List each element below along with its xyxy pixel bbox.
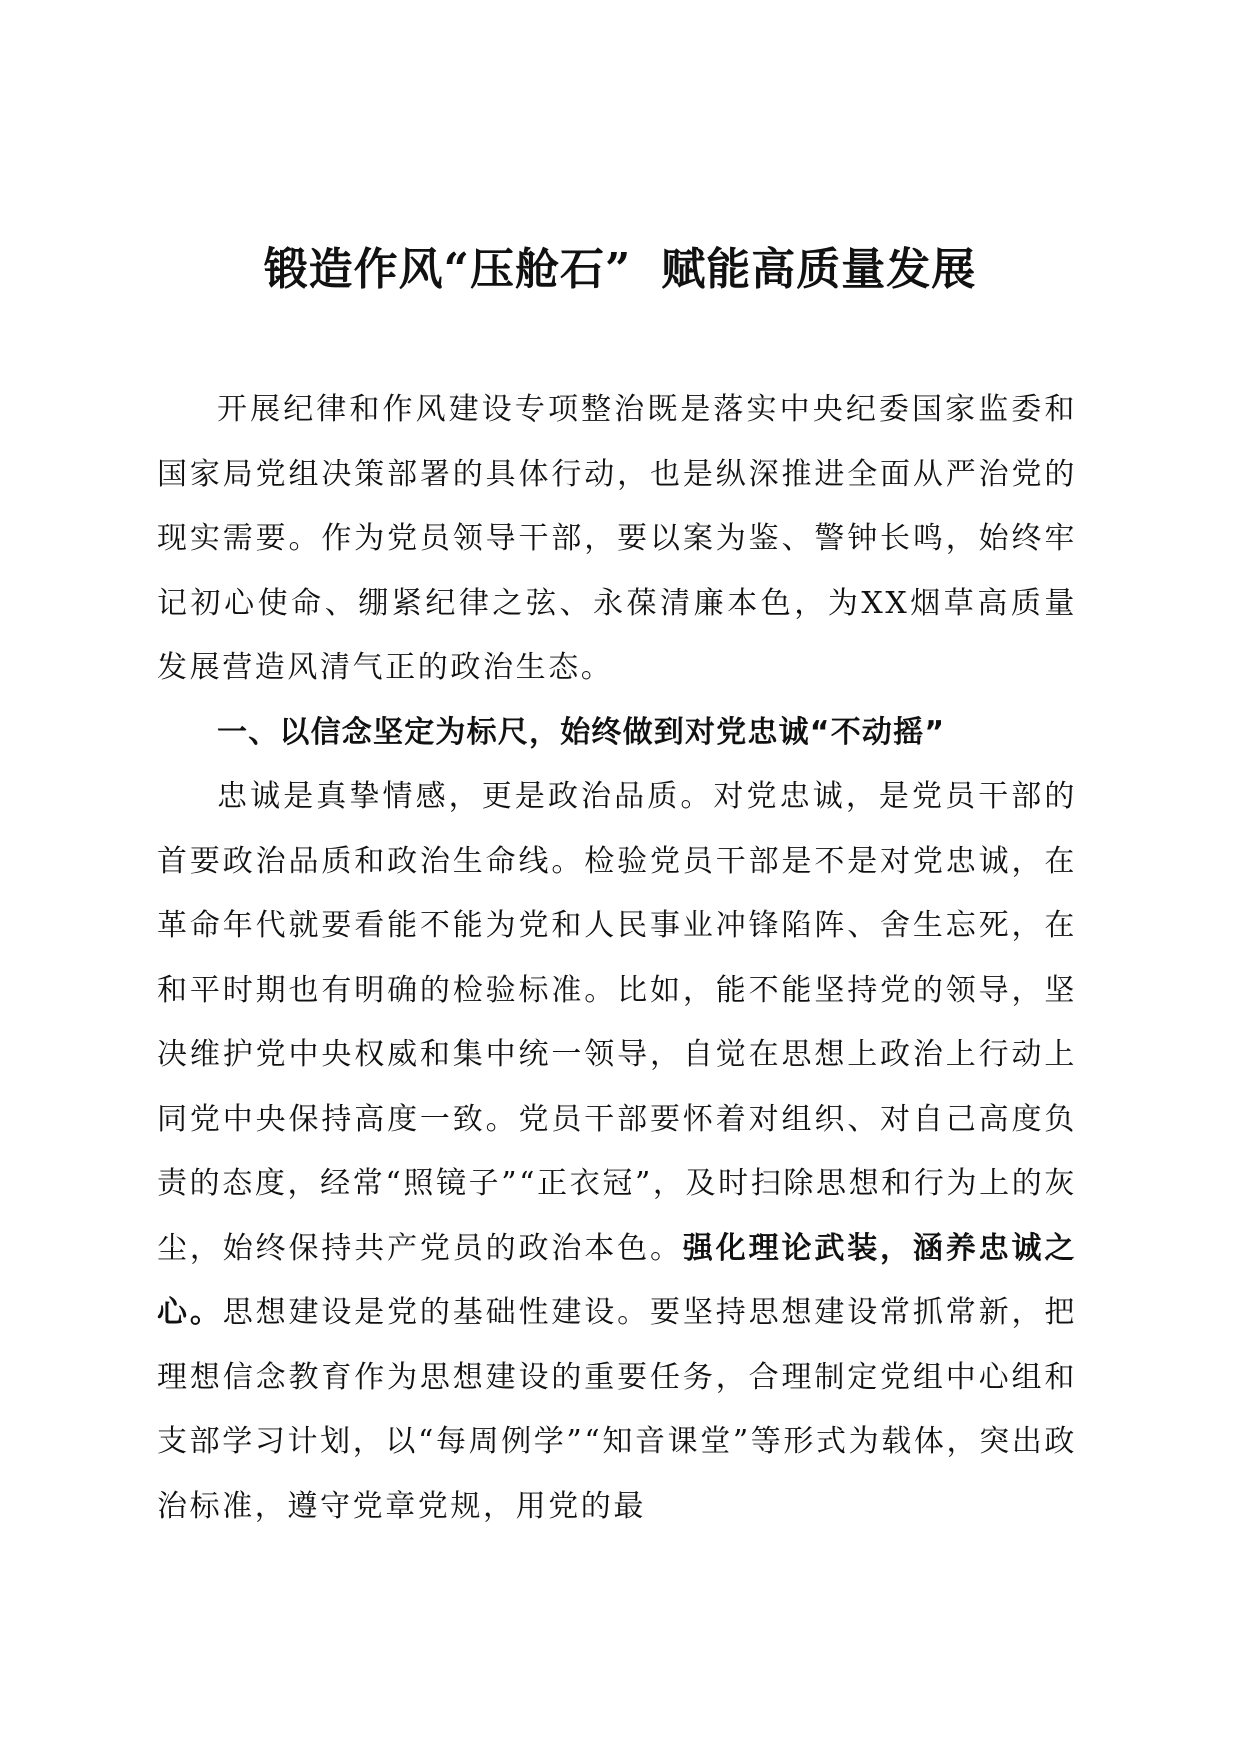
paragraph-2-text: 忠诚是真挚情感，更是政治品质。对党忠诚，是党员干部的首要政治品质和政治生命线。检验党员干部是不是对党忠诚，在革命年代就要看能不能为党和人民事业冲锋陷阵、舍生忘死，在和平时期也有明确的检验标准。比如，能不能坚持党的领导，坚决维护党中央权威和集中统一领导，自觉在思想上政治上行动上同党中央保持高度一致。党员干部要怀着对组织、对自己高度负责的态度，经常“照镜子”“正衣冠”，及时扫除思想和行为上的灰尘，始终保持共产党员的政治本色。 xyxy=(157,779,1077,1266)
document-body xyxy=(157,378,1077,1539)
title-part-2: 赋能高质量发展 xyxy=(661,244,977,295)
paragraph-2-bold-subheading: 强化理论武装，涵养忠诚之心。 xyxy=(157,1230,1077,1330)
document-title xyxy=(0,240,1240,300)
intro-paragraph: 开展纪律和作风建设专项整治既是落实中央纪委国家监委和国家局党组决策部署的具体行动，也是纵深推进全面从严治党的现实需要。作为党员领导干部，要以案为鉴、警钟长鸣，始终牢记初心使命、绷紧纪律之弦、永葆清廉本色，为XX烟草高质量发展营造风清气正的政治生态。 xyxy=(157,392,1077,685)
paragraph-2-tail: 思想建设是党的基础性建设。要坚持思想建设常抓常新，把理想信念教育作为思想建设的重要任务，合理制定党组中心组和支部学习计划，以“每周例学”“知音课堂”等形式为载体，突出政治标准，遵守党章党规，用党的最 xyxy=(157,1295,1077,1524)
paragraph-2 xyxy=(157,765,1077,1539)
title-part-1: 锻造作风“压舱石” xyxy=(263,244,632,295)
section-1-heading: 一、以信念坚定为标尺，始终做到对党忠诚“不动摇” xyxy=(217,714,946,750)
